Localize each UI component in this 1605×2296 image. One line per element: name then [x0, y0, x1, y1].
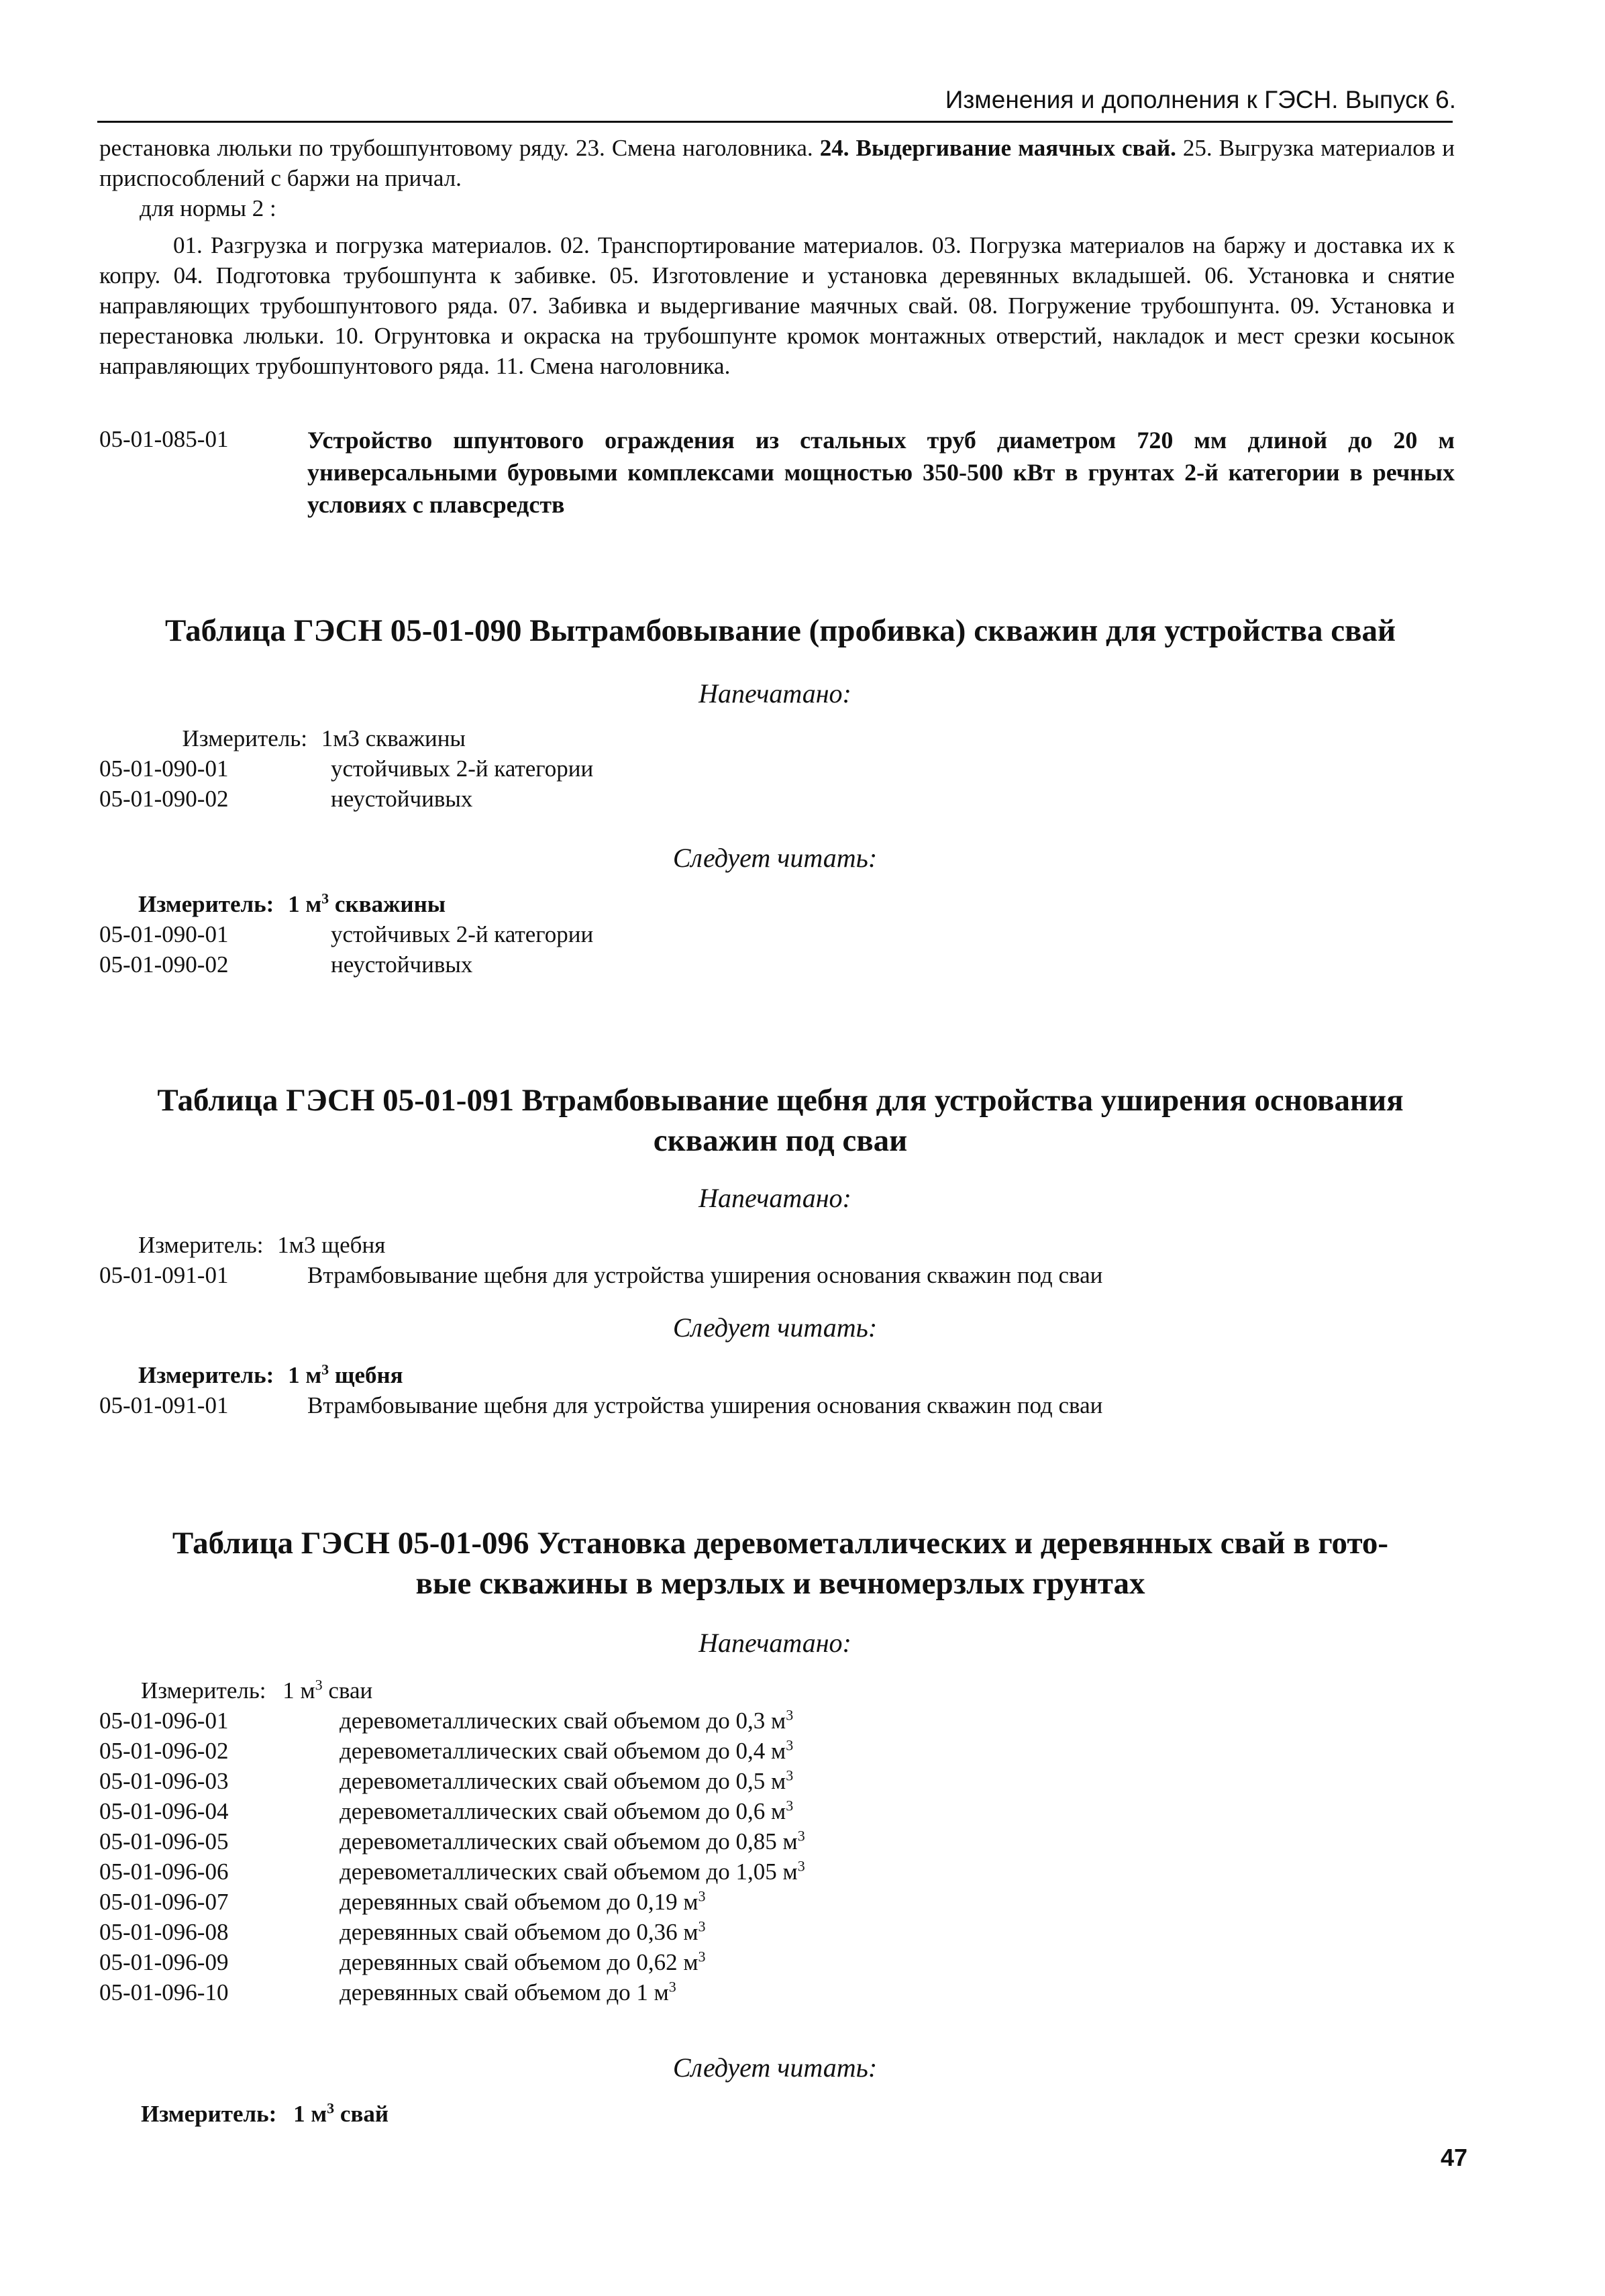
table-091-printed [99, 1230, 1102, 1290]
table-row: 05-01-096-01 деревометаллических свай объемом до 0,3 $м^3$ [99, 1706, 794, 1734]
table-row: 05-01-096-05 деревометаллических свай объемом до 0,85 $м^3$ [99, 1827, 805, 1855]
running-header: Изменения и дополнения к ГЭСН. Выпуск 6. [945, 86, 1456, 113]
table-090-printed-label: Напечатано: [698, 678, 851, 709]
table-row: 05-01-096-08 деревянных свай объемом до 0,36 $м^3$ [99, 1918, 706, 1945]
table-091-correct [99, 1360, 1102, 1420]
table-090-title: Таблица ГЭСН 05-01-090 Вытрамбовывание (пробивка) скважин для устройства свай [164, 613, 1396, 648]
unit-row: Измеритель: 1 $м^3$ свай [141, 2099, 389, 2127]
table-row: 05-01-096-09 деревянных свай объемом до 0,62 $м^3$ [99, 1948, 706, 1975]
intro-para-2: 01. Разгрузка и погрузка материалов. 02. Транспортирование материалов. 03. Погрузка материалов на баржу и доставка их к копру. 04. Подготовка трубошпунта к забивке. 05. Изготовление и установка деревянных вкладышей. 06. Установка и снятие направляющих трубошпунтового ряда. 07. Забивка и выдергивание маячных свай. 08. Погружение трубошпунта. 09. Установка и перестановка люльки. 10. Огрунтовка и окраска на трубошпунте кромок монтажных отверстий, накладок и мест срезки косынок направляющих трубошпунтового ряда. 11. Смена наголовника. [99, 232, 1455, 379]
table-row: 05-01-096-02 деревометаллических свай объемом до 0,4 $м^3$ [99, 1736, 794, 1764]
table-row: 05-01-090-02 неустойчивых [99, 951, 473, 978]
table-090-correct-label: Следует читать: [672, 843, 878, 873]
norm-label: для нормы 2 : [140, 195, 276, 221]
unit-row: Измеритель: 1 $м^3$ скважины [138, 890, 446, 917]
table-row: 05-01-096-04 деревометаллических свай объемом до 0,6 $м^3$ [99, 1797, 794, 1824]
page-number: 47 [1440, 2144, 1467, 2171]
table-row: 05-01-090-01 устойчивых 2-й категории [99, 921, 594, 947]
table-091-title: Таблица ГЭСН 05-01-091 Втрамбовывание щебня для устройства уширения основания скважин под сваи [157, 1083, 1404, 1158]
table-row: 05-01-096-07 деревянных свай объемом до 0,19 $м^3$ [99, 1887, 706, 1915]
intro-para-1: рестановка люльки по трубошпунтовому ряду. 23. Смена наголовника. 24. Выдергивание маячных свай. 25. Выгрузка материалов и приспособлений с баржи на причал. [99, 135, 1455, 191]
table-096-title: Таблица ГЭСН 05-01-096 Установка деревометаллических и деревянных свай в гото- вые скважины в мерзлых и вечномерзлых грунтах [172, 1526, 1389, 1601]
table-090-correct [99, 889, 593, 980]
table-096-printed [99, 1675, 805, 2007]
table-row: 05-01-096-10 деревянных свай объемом до 1 $м^3$ [99, 1978, 676, 2005]
table-096-correct-label: Следует читать: [672, 2052, 878, 2083]
header-rule [97, 121, 1453, 123]
table-row: 05-01-091-01 Втрамбовывание щебня для устройства уширения основания скважин под сваи [99, 1262, 1103, 1288]
unit-row: Измеритель: 1м3 щебня [138, 1232, 386, 1258]
unit-row: Измеритель: 1м3 скважины [182, 725, 466, 751]
code-085-01-desc: Устройство шпунтового ограждения из стальных труб диаметром 720 мм длиной до 20 м универсальными буровыми комплексами мощностью 350-500 кВт в грунтах 2-й категории в речных условиях с плавсредств [307, 427, 1455, 518]
table-090-printed [99, 723, 593, 814]
table-row: 05-01-090-02 неустойчивых [99, 786, 473, 812]
table-row: 05-01-096-06 деревометаллических свай объемом до 1,05 $м^3$ [99, 1857, 805, 1885]
table-091-correct-label: Следует читать: [672, 1312, 878, 1343]
unit-row: Измеритель: 1 $м^3$ щебня [138, 1361, 403, 1388]
table-096-printed-label: Напечатано: [698, 1628, 851, 1658]
table-row: 05-01-091-01 Втрамбовывание щебня для устройства уширения основания скважин под сваи [99, 1392, 1103, 1418]
table-096-correct [99, 2099, 389, 2129]
table-row: 05-01-096-03 деревометаллических свай объемом до 0,5 $м^3$ [99, 1767, 794, 1794]
table-row: 05-01-090-01 устойчивых 2-й категории [99, 755, 594, 782]
table-091-printed-label: Напечатано: [698, 1183, 851, 1213]
unit-row: Измеритель: 1 $м^3$ сваи [141, 1676, 373, 1704]
code-085-01: 05-01-085-01 [99, 426, 229, 452]
